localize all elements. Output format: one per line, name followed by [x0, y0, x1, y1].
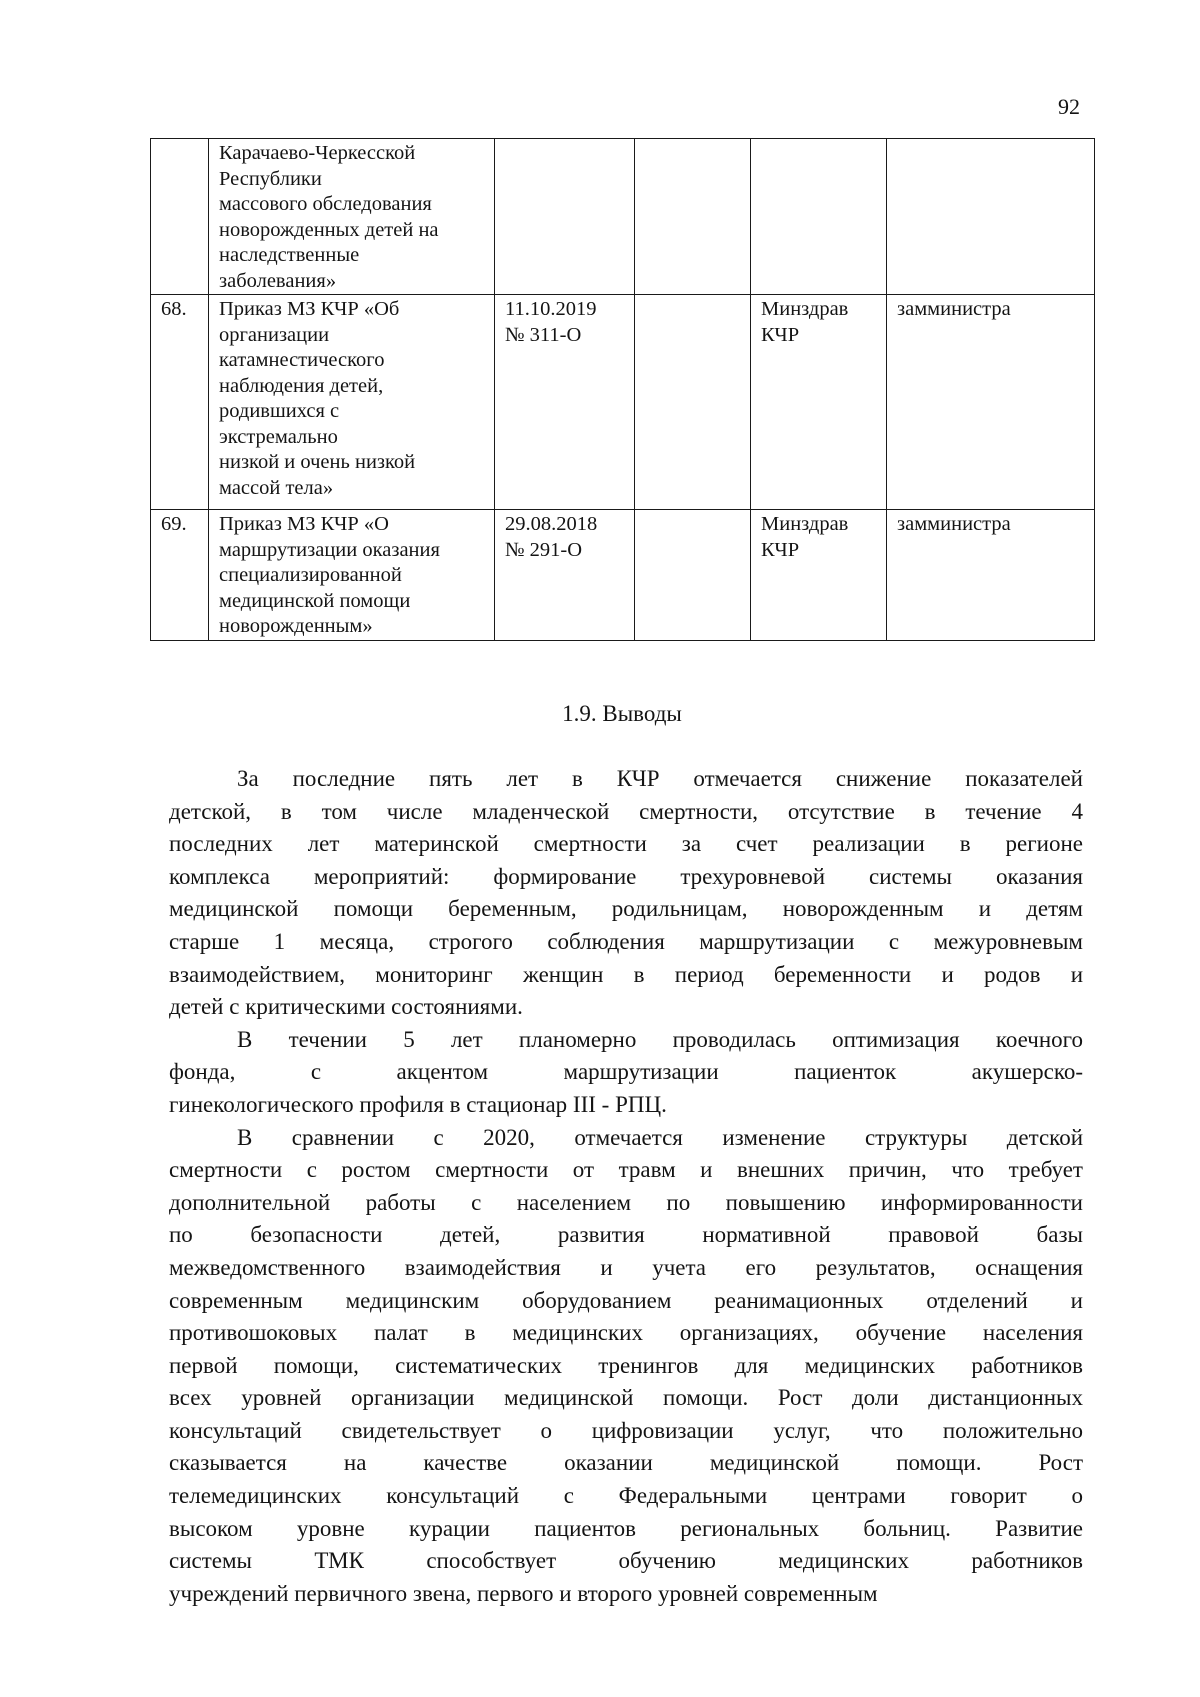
- empty-cell: [635, 295, 751, 510]
- row-number-cell: 68.: [151, 295, 209, 510]
- text-line: учреждений первичного звена, первого и второго уровней современным: [169, 1580, 878, 1606]
- document-title-line: Приказ МЗ КЧР «Об: [219, 298, 400, 320]
- document-title-line: родившихся с: [219, 400, 340, 422]
- document-date-line: 29.08.2018: [505, 513, 598, 535]
- conclusions-text: [169, 763, 1083, 1610]
- text-line: фонда, с акцентом маршрутизации пациенток акушерско-: [169, 1059, 1083, 1085]
- regulations-table: [150, 138, 1095, 641]
- empty-cell: [635, 510, 751, 641]
- organization-line: Минздрав: [761, 513, 849, 535]
- regulations-table-body: [151, 139, 1095, 641]
- document-title-line: экстремально: [219, 425, 338, 448]
- document-date-cell: [495, 295, 635, 510]
- text-line: За последние пять лет в КЧР отмечается снижение показателей: [237, 766, 1083, 791]
- text-line: первой помощи, систематических тренингов для медицинских работников: [169, 1352, 1083, 1378]
- text-line: телемедицинских консультаций с Федеральными центрами говорит о: [169, 1483, 1083, 1509]
- responsible-cell: [887, 139, 1095, 295]
- document-date-cell: [495, 510, 635, 641]
- document-title-cell: [209, 295, 495, 510]
- text-line: противошоковых палат в медицинских организациях, обучение населения: [169, 1320, 1083, 1346]
- paragraph: [169, 1122, 1083, 1611]
- row-number-cell: 69.: [151, 510, 209, 641]
- organization-cell: [751, 139, 887, 295]
- text-line: всех уровней организации медицинской помощи. Рост доли дистанционных: [169, 1385, 1083, 1411]
- responsible-cell: замминистра: [887, 295, 1095, 510]
- document-title-line: медицинской помощи: [219, 589, 411, 612]
- table-row: [151, 139, 1095, 295]
- organization-cell: [751, 295, 887, 510]
- text-line: старше 1 месяца, строгого соблюдения маршрутизации с межуровневым: [169, 928, 1083, 954]
- text-line: современным медицинским оборудованием реанимационных отделений и: [169, 1287, 1083, 1313]
- text-line: системы ТМК способствует обучению медицинских работников: [169, 1548, 1083, 1574]
- document-title-line: катамнестического: [219, 349, 385, 371]
- table-row: [151, 295, 1095, 510]
- document-date-line: № 311-О: [505, 323, 582, 346]
- document-title-line: наблюдения детей,: [219, 374, 384, 397]
- page-number: 92: [1058, 94, 1080, 119]
- text-line: сказывается на качестве оказании медицинской помощи. Рост: [169, 1450, 1083, 1476]
- document-title-line: новорожденных детей на: [219, 218, 439, 241]
- section-heading: 1.9. Выводы: [562, 701, 682, 726]
- organization-cell: [751, 510, 887, 641]
- document-title-line: Приказ МЗ КЧР «О: [219, 513, 389, 535]
- organization-line: КЧР: [761, 538, 800, 561]
- document-title-line: специализированной: [219, 564, 402, 586]
- text-line: последних лет материнской смертности за счет реализации в регионе: [169, 831, 1083, 857]
- text-line: взаимодействием, мониторинг женщин в период беременности и родов и: [169, 961, 1083, 987]
- responsible-cell: замминистра: [887, 510, 1095, 641]
- text-line: высоком уровне курации пациентов региональных больниц. Развитие: [169, 1515, 1083, 1541]
- document-title-line: массового обследования: [219, 193, 432, 215]
- text-line: дополнительной работы с населением по повышению информированности: [169, 1189, 1083, 1215]
- document-title-line: заболевания»: [219, 269, 337, 292]
- table-row: [151, 510, 1095, 641]
- text-line: медицинской помощи беременным, родильницам, новорожденным и детям: [169, 896, 1083, 922]
- text-line: В сравнении с 2020, отмечается изменение структуры детской: [237, 1124, 1083, 1150]
- document-title-line: новорожденным»: [219, 615, 373, 637]
- organization-line: Минздрав: [761, 298, 849, 320]
- document-title-cell: [209, 510, 495, 641]
- document-title-line: маршрутизации оказания: [219, 538, 440, 561]
- document-title-line: массой тела»: [219, 476, 334, 499]
- document-title-line: организации: [219, 323, 330, 346]
- organization-line: КЧР: [761, 323, 800, 346]
- document-title-line: низкой и очень низкой: [219, 451, 416, 473]
- text-line: смертности с ростом смертности от травм и внешних причин, что требует: [169, 1157, 1083, 1183]
- text-line: консультаций свидетельствует о цифровизации услуг, что положительно: [169, 1417, 1083, 1443]
- text-line: детской, в том числе младенческой смертности, отсутствие в течение 4: [169, 798, 1083, 824]
- text-line: В течении 5 лет планомерно проводилась оптимизация коечного: [237, 1026, 1083, 1052]
- text-line: по безопасности детей, развития нормативной правовой базы: [169, 1222, 1083, 1248]
- document-date-line: 11.10.2019: [505, 298, 597, 320]
- document-date-line: № 291-О: [505, 538, 583, 561]
- row-number-cell: [151, 139, 209, 295]
- text-line: гинекологического профиля в стационар III - РПЦ.: [169, 1091, 667, 1117]
- text-line: детей с критическими состояниями.: [169, 994, 523, 1020]
- empty-cell: [635, 139, 751, 295]
- document-title-cell: [209, 139, 495, 295]
- paragraph: [169, 1024, 1083, 1122]
- document-date-cell: [495, 139, 635, 295]
- text-line: межведомственного взаимодействия и учета его результатов, оснащения: [169, 1254, 1083, 1280]
- document-title-line: наследственные: [219, 244, 360, 266]
- text-line: комплекса мероприятий: формирование трехуровневой системы оказания: [169, 863, 1083, 889]
- paragraph: [169, 763, 1083, 1024]
- document-title-line: Республики: [219, 167, 322, 190]
- document-title-line: Карачаево-Черкесской: [219, 142, 416, 164]
